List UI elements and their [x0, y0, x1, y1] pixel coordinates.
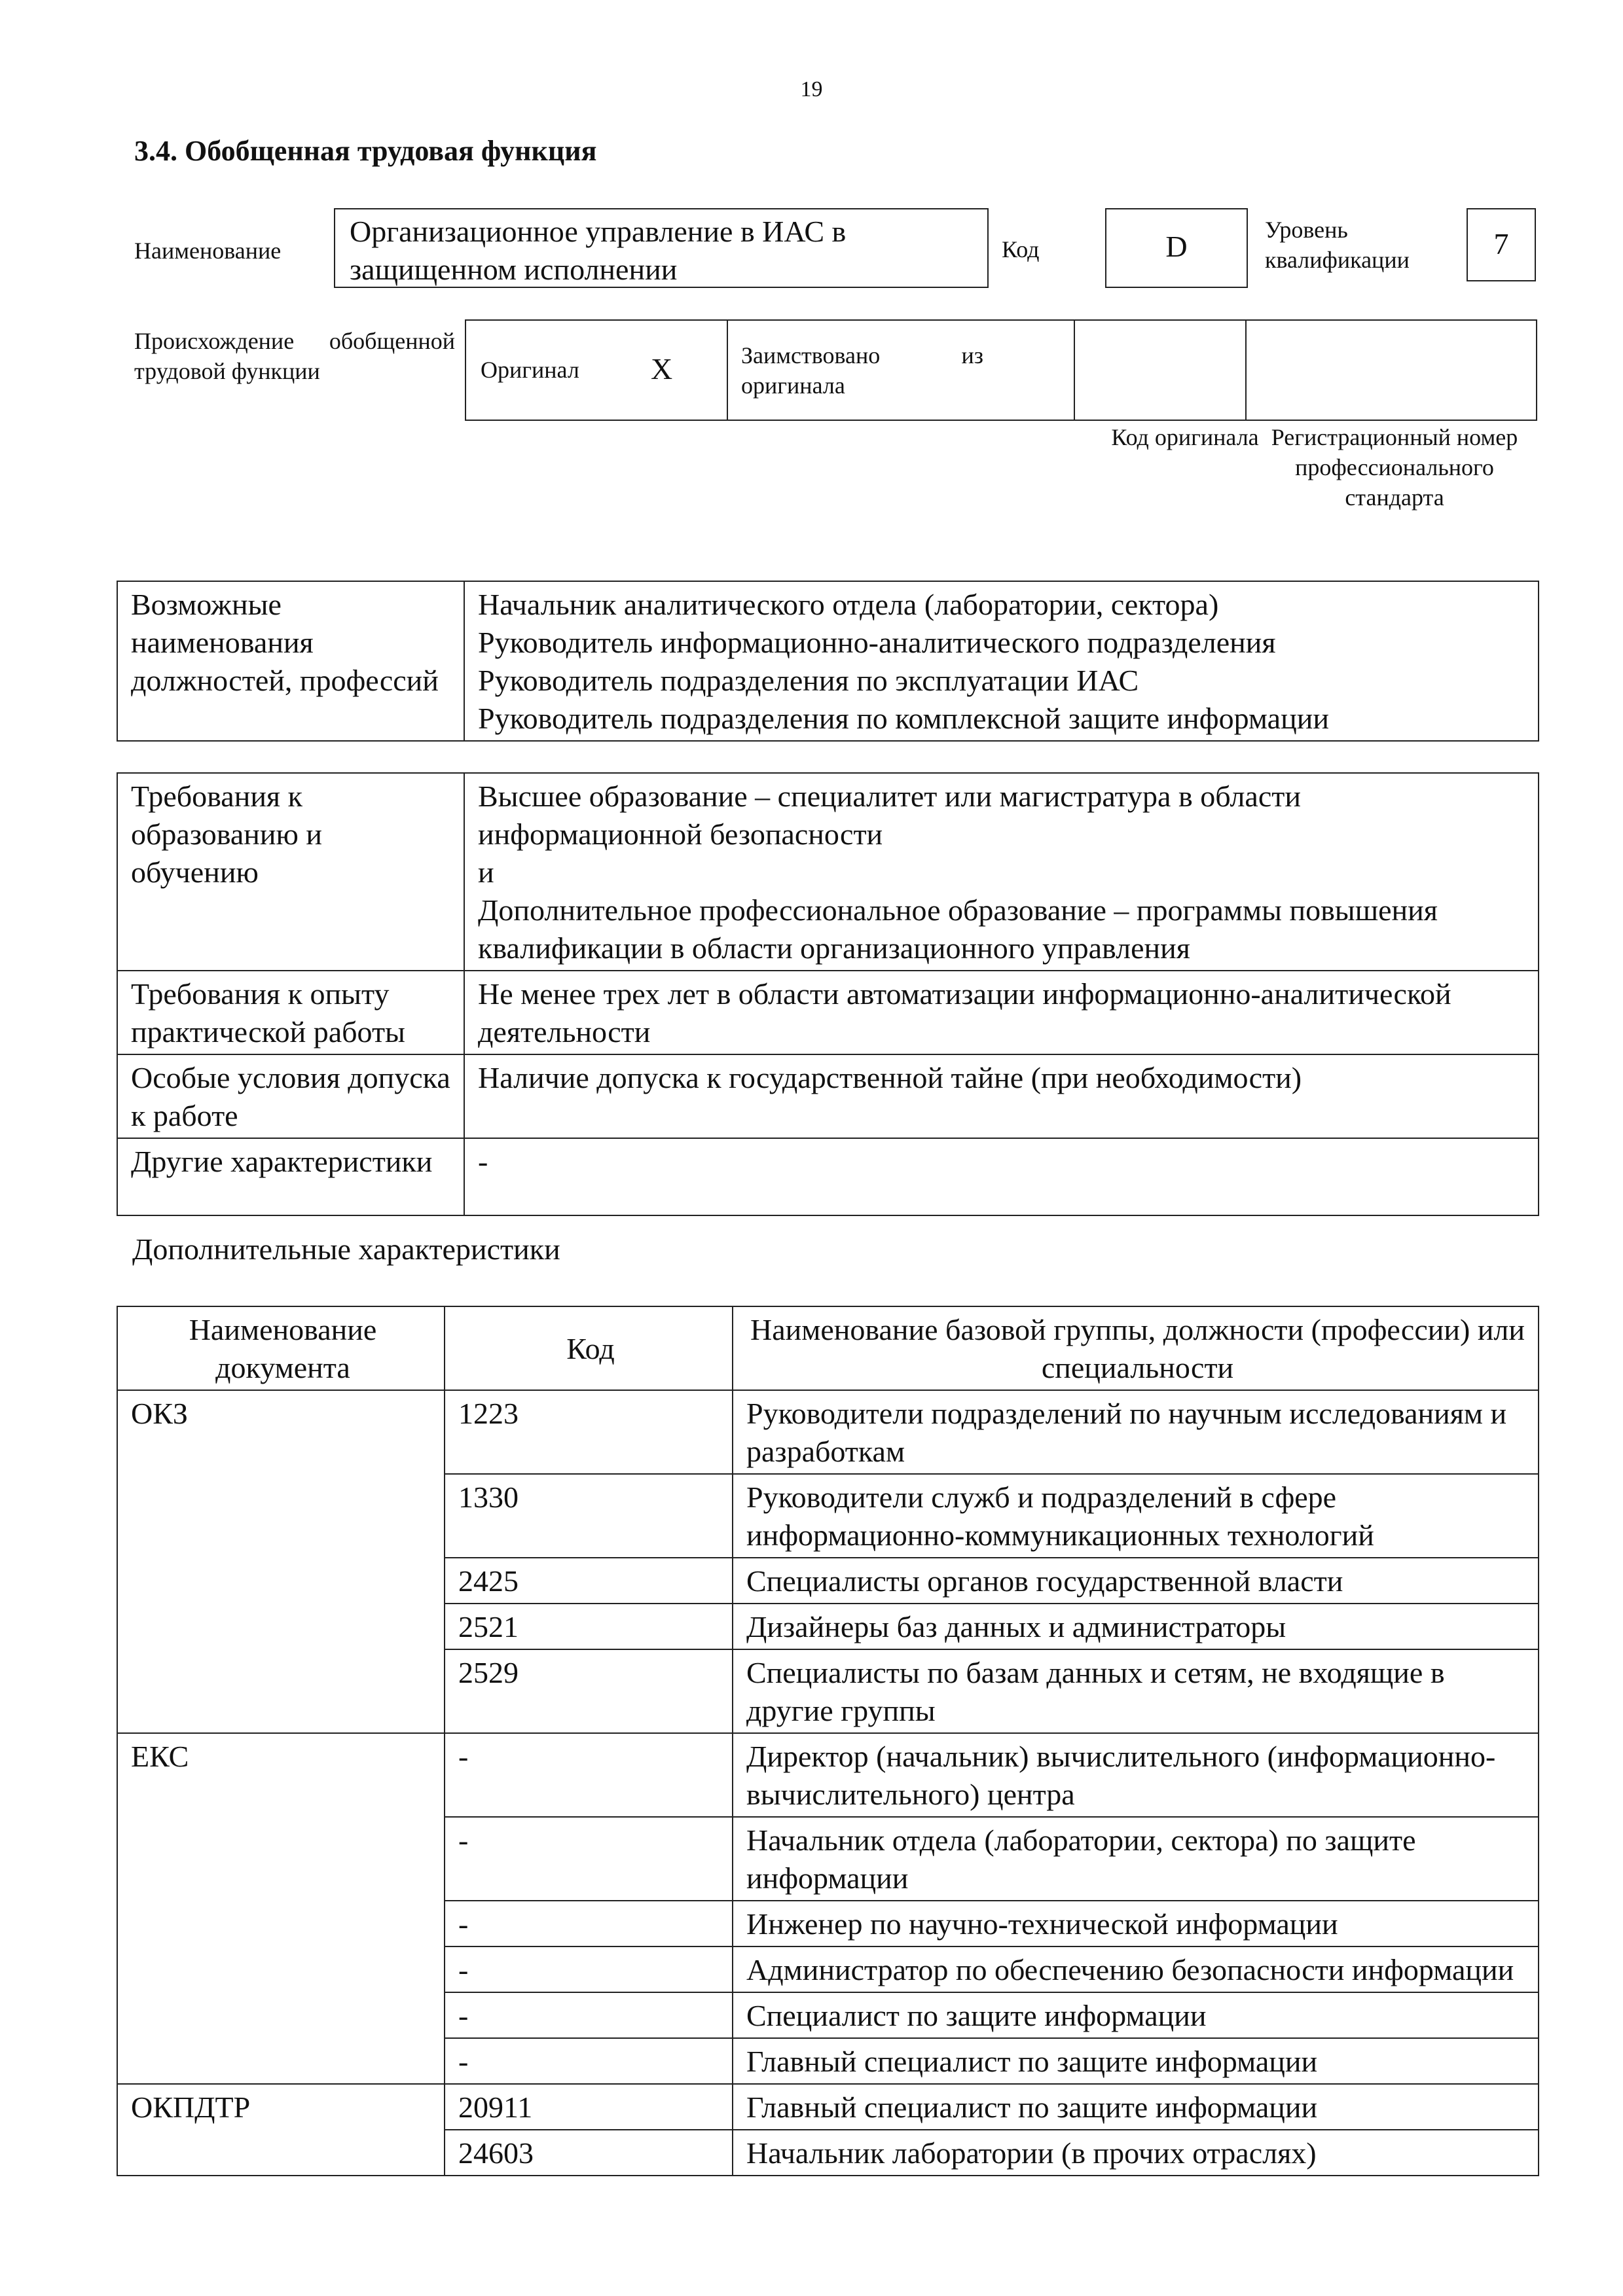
name-box	[334, 208, 989, 288]
requirement-label: Другие характеристики	[117, 1138, 464, 1215]
name-cell: Администратор по обеспечению безопасности информации	[733, 1946, 1539, 1992]
name-cell: Специалисты по базам данных и сетям, не входящие в другие группы	[733, 1649, 1539, 1733]
origin-divider-2	[1074, 321, 1075, 420]
header-name: Наименование базовой группы, должности (профессии) или специальности	[733, 1306, 1539, 1390]
requirement-value: Не менее трех лет в области автоматизации информационно-аналитической деятельности	[464, 971, 1539, 1054]
code-cell: -	[445, 1817, 733, 1901]
origin-label: Происхождение обобщенной трудовой функции	[134, 328, 455, 384]
code-cell: -	[445, 1733, 733, 1817]
table-row	[117, 1604, 1539, 1649]
position-item: Начальник аналитического отдела (лаборатории, сектора)	[478, 588, 1219, 621]
table-row	[117, 2038, 1539, 2084]
code-cell: -	[445, 1901, 733, 1946]
doc-cell-empty	[117, 1817, 445, 1901]
requirement-value: Наличие допуска к государственной тайне (при необходимости)	[464, 1054, 1539, 1138]
code-cell: 1330	[445, 1474, 733, 1558]
name-cell: Руководители служб и подразделений в сфере информационно-коммуникационных технологий	[733, 1474, 1539, 1558]
doc-cell-empty	[117, 1946, 445, 1992]
original-mark: X	[651, 352, 673, 386]
name-cell: Начальник лаборатории (в прочих отраслях)	[733, 2130, 1539, 2176]
name-cell: Руководители подразделений по научным исследованиям и разработкам	[733, 1390, 1539, 1474]
doc-cell-empty	[117, 1649, 445, 1733]
code-cell: -	[445, 1946, 733, 1992]
requirement-row	[117, 773, 1539, 971]
requirement-label: Требования к образованию и обучению	[117, 773, 464, 971]
code-cell: 24603	[445, 2130, 733, 2176]
table-row	[117, 1474, 1539, 1558]
code-cell: -	[445, 2038, 733, 2084]
table-row	[117, 2130, 1539, 2176]
name-cell: Специалист по защите информации	[733, 1992, 1539, 2038]
doc-cell: ОКЗ	[117, 1390, 445, 1474]
positions-list	[464, 581, 1539, 741]
doc-cell-empty	[117, 2130, 445, 2176]
function-name: Организационное управление в ИАС в защищенном исполнении	[350, 215, 847, 286]
table-row	[117, 1946, 1539, 1992]
position-item: Руководитель информационно-аналитического подразделения	[478, 626, 1276, 659]
table-row	[117, 1649, 1539, 1733]
doc-cell-empty	[117, 1604, 445, 1649]
code-cell: 2521	[445, 1604, 733, 1649]
name-cell: Главный специалист по защите информации	[733, 2084, 1539, 2130]
name-cell: Главный специалист по защите информации	[733, 2038, 1539, 2084]
positions-row	[117, 581, 1539, 741]
requirement-value: Высшее образование – специалитет или магистратура в области информационной безопасности и Дополнительное профессиональное образование – программы повышения квалификации в области организационного управления	[464, 773, 1539, 971]
level-box	[1467, 208, 1536, 281]
requirements-table	[117, 772, 1539, 1216]
header-row	[117, 1306, 1539, 1390]
position-item: Руководитель подразделения по комплексной защите информации	[478, 702, 1329, 735]
requirement-label: Требования к опыту практической работы	[117, 971, 464, 1054]
header-doc: Наименование документа	[117, 1306, 445, 1390]
requirement-label: Особые условия допуска к работе	[117, 1054, 464, 1138]
code-cell: 1223	[445, 1390, 733, 1474]
doc-cell-empty	[117, 1901, 445, 1946]
header-code: Код	[445, 1306, 733, 1390]
borrowed-label: Заимствовано из оригинала	[741, 342, 983, 399]
requirement-row	[117, 1054, 1539, 1138]
table-row	[117, 2084, 1539, 2130]
code-cell: 20911	[445, 2084, 733, 2130]
table-row	[117, 1901, 1539, 1946]
doc-cell-empty	[117, 1474, 445, 1558]
name-cell: Директор (начальник) вычислительного (информационно-вычислительного) центра	[733, 1733, 1539, 1817]
name-cell: Начальник отдела (лаборатории, сектора) по защите информации	[733, 1817, 1539, 1901]
requirement-row	[117, 971, 1539, 1054]
name-label: Наименование	[134, 238, 282, 264]
positions-label: Возможные наименования должностей, профессий	[117, 581, 464, 741]
reg-number-caption: Регистрационный номер профессионального стандарта	[1271, 424, 1518, 511]
level-label: Уровень квалификации	[1265, 217, 1410, 273]
code-box	[1105, 208, 1248, 288]
doc-cell: ЕКС	[117, 1733, 445, 1817]
code-label: Код	[1002, 236, 1040, 262]
level-value: 7	[1493, 227, 1509, 260]
origin-divider-3	[1245, 321, 1247, 420]
position-item: Руководитель подразделения по эксплуатации ИАС	[478, 664, 1139, 697]
additional-title: Дополнительные характеристики	[132, 1232, 560, 1266]
doc-cell: ОКПДТР	[117, 2084, 445, 2130]
code-cell: -	[445, 1992, 733, 2038]
table-row	[117, 1733, 1539, 1817]
origin-divider-1	[727, 321, 728, 420]
doc-cell-empty	[117, 2038, 445, 2084]
positions-table	[117, 581, 1539, 742]
code-value: D	[1165, 230, 1188, 263]
code-cell: 2529	[445, 1649, 733, 1733]
requirement-value: -	[464, 1138, 1539, 1215]
name-cell: Дизайнеры баз данных и администраторы	[733, 1604, 1539, 1649]
origin-box	[465, 319, 1537, 421]
doc-cell-empty	[117, 1992, 445, 2038]
table-row	[117, 1390, 1539, 1474]
doc-cell-empty	[117, 1558, 445, 1604]
page-number: 19	[800, 77, 823, 101]
code-cell: 2425	[445, 1558, 733, 1604]
additional-table	[117, 1306, 1539, 2176]
requirement-row	[117, 1138, 1539, 1215]
table-row	[117, 1992, 1539, 2038]
name-cell: Специалисты органов государственной власти	[733, 1558, 1539, 1604]
original-label: Оригинал	[481, 357, 579, 383]
table-row	[117, 1817, 1539, 1901]
code-original-caption: Код оригинала	[1111, 424, 1259, 450]
name-cell: Инженер по научно-технической информации	[733, 1901, 1539, 1946]
table-row	[117, 1558, 1539, 1604]
section-title: 3.4. Обобщенная трудовая функция	[134, 135, 597, 167]
